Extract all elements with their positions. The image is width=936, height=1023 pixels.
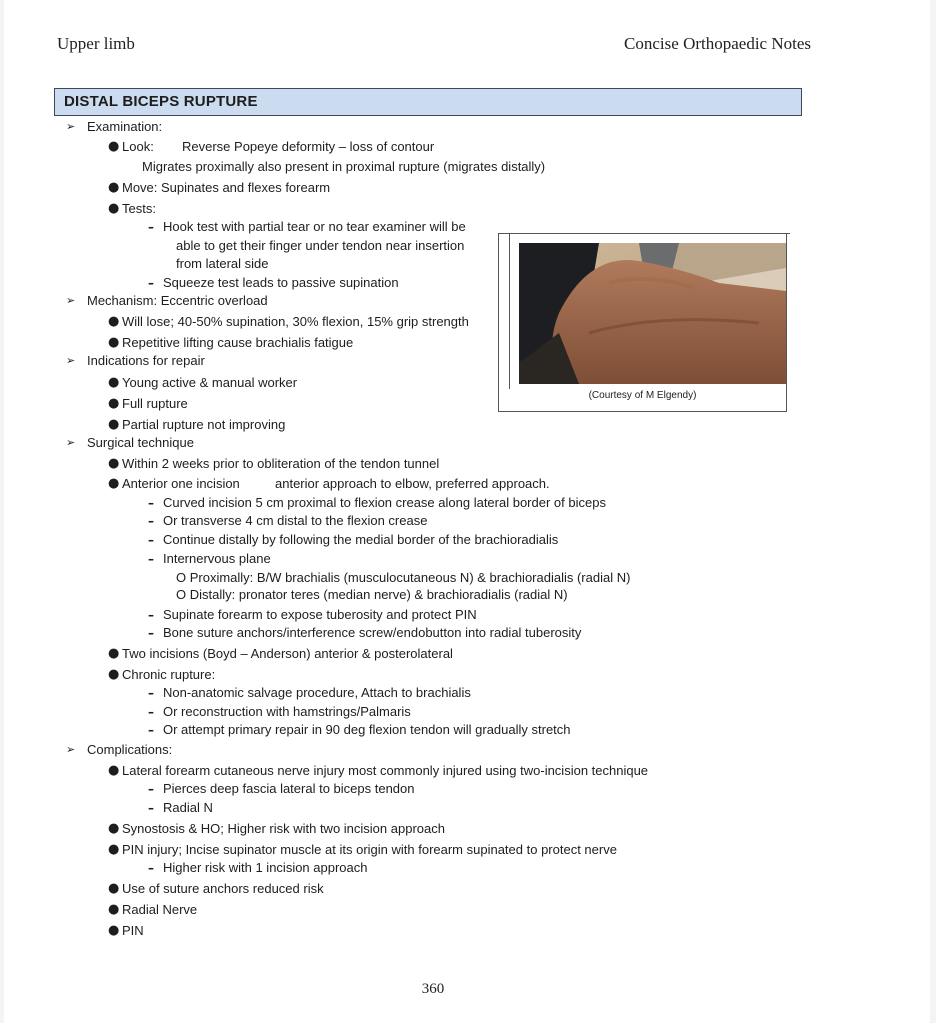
bullet-icon: ● xyxy=(108,476,120,491)
bullet-icon: ● xyxy=(108,201,120,216)
arrow-bullet-icon: ➢ xyxy=(66,120,76,133)
page-number: 360 xyxy=(421,981,445,997)
list-item: O Proximally: B/W brachialis (musculocutaneous N) & brachioradialis (radial N) xyxy=(176,570,631,585)
list-item: Continue distally by following the medial border of the brachioradialis xyxy=(163,532,559,547)
bullet-icon: ● xyxy=(108,842,120,857)
dash-bullet-icon: – xyxy=(148,552,154,566)
list-item: Within 2 weeks prior to obliteration of the tendon tunnel xyxy=(122,456,440,471)
list-item: Partial rupture not improving xyxy=(122,417,286,432)
list-item: Lateral forearm cutaneous nerve injury most commonly injured using two-incision technique xyxy=(122,763,649,778)
dash-bullet-icon: – xyxy=(148,861,154,875)
list-item: Supinate forearm to expose tuberosity and protect PIN xyxy=(163,607,477,622)
list-item: Migrates proximally also present in proximal rupture (migrates distally) xyxy=(142,159,546,174)
list-item: Chronic rupture: xyxy=(122,667,216,682)
dash-bullet-icon: – xyxy=(148,496,154,510)
list-item: Internervous plane xyxy=(163,551,271,566)
list-item: Young active & manual worker xyxy=(122,375,298,390)
figure-frame-line xyxy=(509,233,510,389)
bullet-icon: ● xyxy=(108,456,120,471)
arrow-bullet-icon: ➢ xyxy=(66,354,76,367)
list-item: Synostosis & HO; Higher risk with two incision approach xyxy=(122,821,445,836)
list-item: Anterior one incision xyxy=(122,476,240,491)
list-item: Full rupture xyxy=(122,396,188,411)
dash-bullet-icon: – xyxy=(148,723,154,737)
bullet-icon: ● xyxy=(108,763,120,778)
list-item: Repetitive lifting cause brachialis fatigue xyxy=(122,335,354,350)
bullet-icon: ● xyxy=(108,667,120,682)
figure-frame-line xyxy=(509,233,790,234)
heading-indications: Indications for repair xyxy=(87,353,205,368)
bullet-icon: ● xyxy=(108,180,120,195)
list-item: Use of suture anchors reduced risk xyxy=(122,881,324,896)
arrow-bullet-icon: ➢ xyxy=(66,294,76,307)
list-item: Squeeze test leads to passive supination xyxy=(163,275,399,290)
section-title: DISTAL BICEPS RUPTURE xyxy=(64,93,258,110)
list-item: Pierces deep fascia lateral to biceps tendon xyxy=(163,781,415,796)
heading-surgical-technique: Surgical technique xyxy=(87,435,194,450)
list-item: Two incisions (Boyd – Anderson) anterior & posterolateral xyxy=(122,646,453,661)
bullet-icon: ● xyxy=(108,646,120,661)
list-item: Tests: xyxy=(122,201,156,216)
list-item: Look: xyxy=(122,139,154,154)
running-header-right: Concise Orthopaedic Notes xyxy=(624,34,811,53)
dash-bullet-icon: – xyxy=(148,276,154,290)
dash-bullet-icon: – xyxy=(148,220,154,234)
arrow-bullet-icon: ➢ xyxy=(66,743,76,756)
list-item: Higher risk with 1 incision approach xyxy=(163,860,368,875)
dash-bullet-icon: – xyxy=(148,514,154,528)
list-item: PIN injury; Incise supinator muscle at its origin with forearm supinated to protect nerve xyxy=(122,842,617,857)
figure-caption: (Courtesy of M Elgendy) xyxy=(588,390,697,401)
bullet-icon: ● xyxy=(108,923,120,938)
bullet-icon: ● xyxy=(108,821,120,836)
dash-bullet-icon: – xyxy=(148,782,154,796)
list-item: Radial Nerve xyxy=(122,902,198,917)
heading-examination: Examination: xyxy=(87,119,163,134)
heading-mechanism: Mechanism: Eccentric overload xyxy=(87,293,268,308)
bullet-icon: ● xyxy=(108,375,120,390)
dash-bullet-icon: – xyxy=(148,533,154,547)
dash-bullet-icon: – xyxy=(148,705,154,719)
bullet-icon: ● xyxy=(108,881,120,896)
list-item: PIN xyxy=(122,923,144,938)
list-item: Non-anatomic salvage procedure, Attach to brachialis xyxy=(163,685,471,700)
clinical-photo xyxy=(519,243,786,384)
list-item: Or transverse 4 cm distal to the flexion crease xyxy=(163,513,428,528)
heading-complications: Complications: xyxy=(87,742,173,757)
list-item: Move: Supinates and flexes forearm xyxy=(122,180,331,195)
bullet-icon: ● xyxy=(108,902,120,917)
arrow-bullet-icon: ➢ xyxy=(66,436,76,449)
dash-bullet-icon: – xyxy=(148,801,154,815)
list-item: from lateral side xyxy=(176,256,269,271)
bullet-icon: ● xyxy=(108,417,120,432)
list-item: Radial N xyxy=(163,800,213,815)
dash-bullet-icon: – xyxy=(148,608,154,622)
list-item: Or attempt primary repair in 90 deg flexion tendon will gradually stretch xyxy=(163,722,571,737)
list-item: anterior approach to elbow, preferred approach. xyxy=(275,476,550,491)
running-header-left: Upper limb xyxy=(57,34,135,53)
bullet-icon: ● xyxy=(108,396,120,411)
list-item: Reverse Popeye deformity – loss of contour xyxy=(182,139,435,154)
list-item: Bone suture anchors/interference screw/endobutton into radial tuberosity xyxy=(163,625,582,640)
list-item: Or reconstruction with hamstrings/Palmaris xyxy=(163,704,411,719)
list-item: Curved incision 5 cm proximal to flexion crease along lateral border of biceps xyxy=(163,495,606,510)
bullet-icon: ● xyxy=(108,139,120,154)
bullet-icon: ● xyxy=(108,314,120,329)
list-item: able to get their finger under tendon near insertion xyxy=(176,238,465,253)
dash-bullet-icon: – xyxy=(148,686,154,700)
dash-bullet-icon: – xyxy=(148,626,154,640)
list-item: Hook test with partial tear or no tear examiner will be xyxy=(163,219,466,234)
list-item: Will lose; 40-50% supination, 30% flexion, 15% grip strength xyxy=(122,314,469,329)
bullet-icon: ● xyxy=(108,335,120,350)
list-item: O Distally: pronator teres (median nerve) & brachioradialis (radial N) xyxy=(176,587,568,602)
section-title-box xyxy=(54,88,802,116)
